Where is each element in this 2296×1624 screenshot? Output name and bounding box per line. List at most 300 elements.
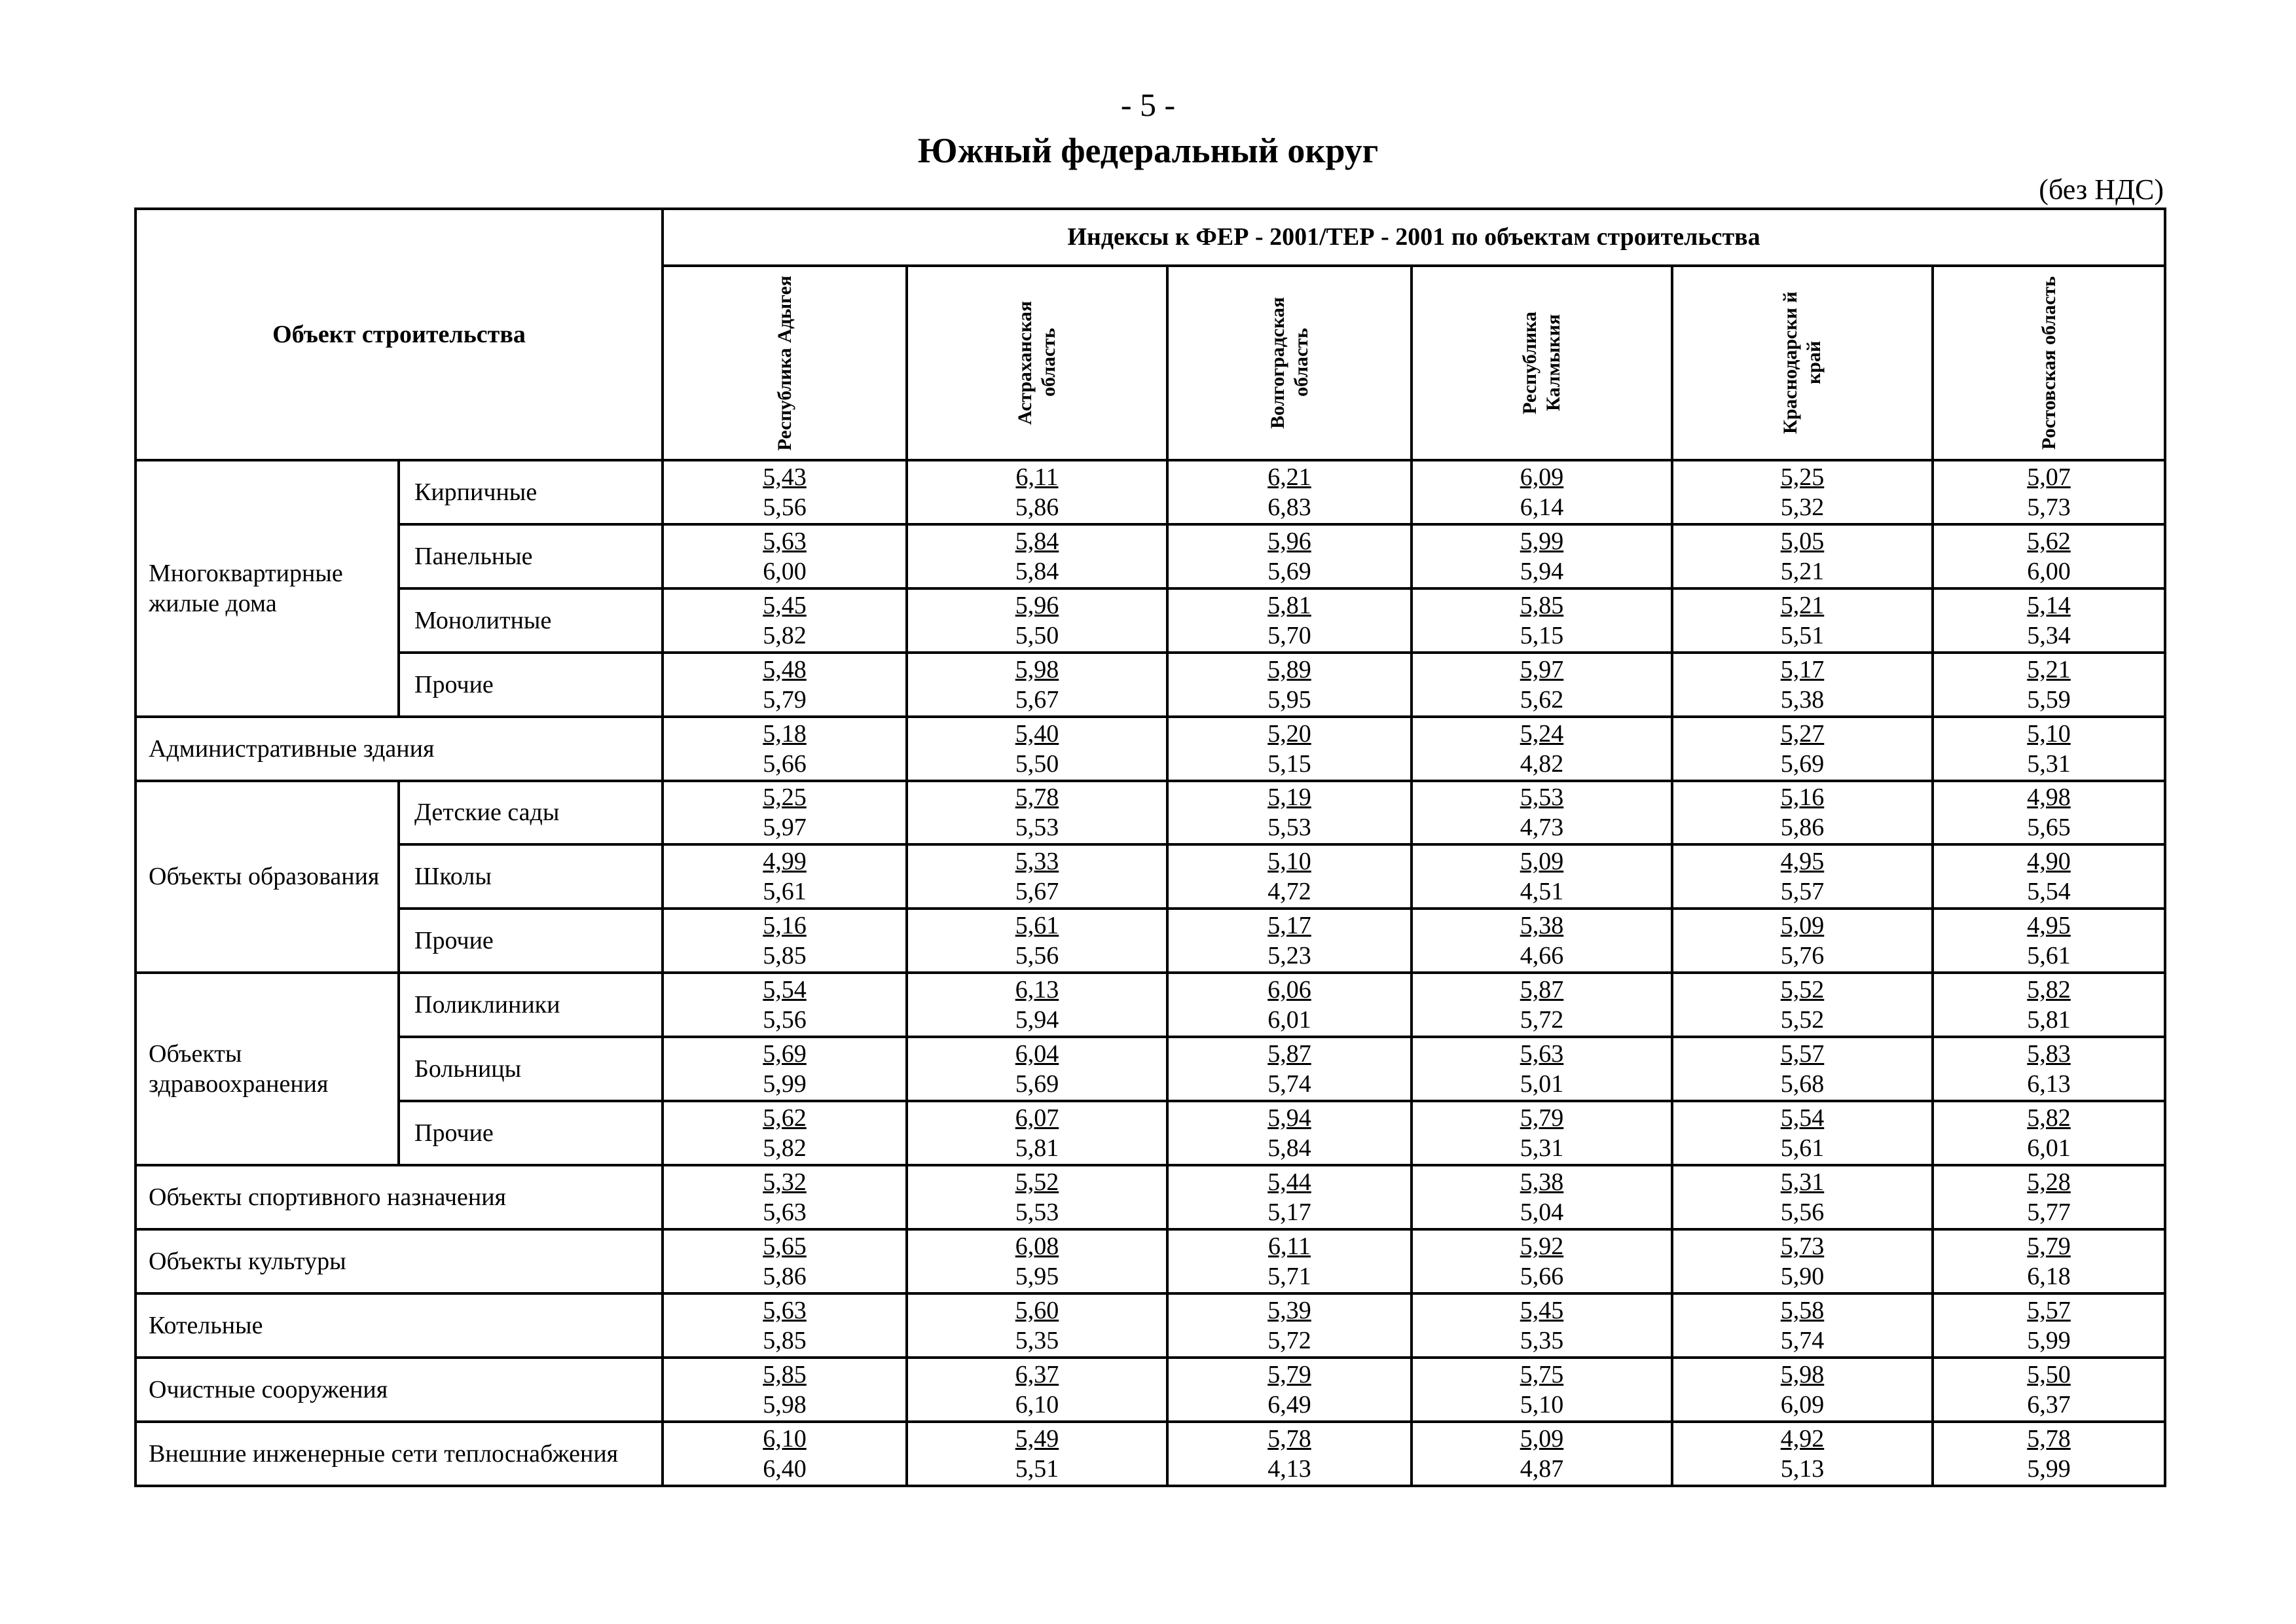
ter-index-value: 5,99 (763, 1070, 807, 1098)
ter-index-value: 5,51 (1015, 1455, 1059, 1483)
ter-index-value: 6,10 (1015, 1391, 1059, 1419)
ter-index-value: 4,82 (1520, 749, 1564, 778)
fer-index-value: 4,90 (2027, 848, 2071, 876)
ter-index-value: 5,86 (1780, 814, 1825, 842)
fer-index-value: 5,65 (763, 1233, 807, 1261)
ter-index-value: 5,52 (1780, 1006, 1825, 1034)
index-cell (907, 1229, 1167, 1293)
ter-index-value: 5,74 (1267, 1070, 1311, 1098)
index-cell (663, 781, 907, 845)
ter-index-value: 5,04 (1520, 1199, 1564, 1227)
index-cell (1412, 653, 1672, 717)
fer-index-value: 5,57 (1780, 1040, 1825, 1068)
index-cell (1167, 1358, 1412, 1422)
ter-index-value: 5,23 (1267, 942, 1311, 970)
ter-index-value: 5,72 (1267, 1327, 1311, 1355)
index-cell (1412, 1229, 1672, 1293)
table-row (136, 781, 2165, 845)
ter-index-value: 5,31 (1520, 1134, 1564, 1163)
table-row (136, 844, 2165, 909)
ter-index-value: 5,21 (1780, 557, 1825, 585)
index-cell (907, 524, 1167, 588)
index-cell (663, 460, 907, 524)
index-cell (1412, 1422, 1672, 1486)
ter-index-value: 5,54 (2027, 878, 2071, 906)
index-cell (1167, 1037, 1412, 1101)
index-cell (1412, 588, 1672, 653)
index-cell (1167, 524, 1412, 588)
page-title: Южный федеральный округ (917, 131, 1379, 170)
index-cell (1672, 653, 1933, 717)
fer-index-value: 5,97 (1520, 655, 1564, 683)
index-cell (1933, 909, 2165, 973)
index-cell (1412, 844, 1672, 909)
index-cell (907, 844, 1167, 909)
fer-index-value: 5,09 (1780, 912, 1825, 940)
fer-index-value: 5,38 (1520, 1168, 1564, 1197)
table-row (136, 460, 2165, 524)
ter-index-value: 5,61 (1780, 1134, 1825, 1163)
ter-index-value: 6,83 (1267, 493, 1311, 521)
fer-index-value: 5,38 (1520, 912, 1564, 940)
ter-index-value: 5,15 (1267, 749, 1311, 778)
ter-index-value: 5,57 (1780, 878, 1825, 906)
fer-index-value: 5,61 (1015, 912, 1059, 940)
fer-index-value: 6,37 (1015, 1361, 1059, 1389)
table-row (136, 588, 2165, 653)
region-label: Республика Калмыкия (1519, 311, 1564, 414)
index-cell (1933, 717, 2165, 781)
fer-index-value: 4,98 (2027, 784, 2071, 812)
vat-note: (без НДС) (2039, 173, 2164, 206)
table-row (136, 1165, 2165, 1229)
table-row (136, 1037, 2165, 1101)
index-cell (907, 653, 1167, 717)
object-label: Внешние инженерные сети теплоснабжения (136, 1422, 663, 1486)
fer-index-value: 5,99 (1520, 527, 1564, 555)
object-label: Котельные (136, 1293, 663, 1358)
index-cell (1933, 653, 2165, 717)
ter-index-value: 6,14 (1520, 493, 1564, 521)
fer-index-value: 5,17 (1267, 912, 1311, 940)
object-type-label: Прочие (399, 909, 663, 973)
object-type-label: Монолитные (399, 588, 663, 653)
header-row-1 (136, 209, 2165, 266)
index-cell (907, 1101, 1167, 1165)
index-cell (1933, 1101, 2165, 1165)
index-cell (1167, 973, 1412, 1037)
ter-index-value: 5,56 (1780, 1199, 1825, 1227)
index-group-header: Индексы к ФЕР - 2001/ТЕР - 2001 по объектам строительства (663, 209, 2165, 266)
ter-index-value: 5,32 (1780, 493, 1825, 521)
fer-index-value: 6,04 (1015, 1040, 1059, 1068)
index-cell (663, 1229, 907, 1293)
fer-index-value: 5,83 (2027, 1040, 2071, 1068)
fer-index-value: 5,73 (1780, 1233, 1825, 1261)
index-cell (1672, 1037, 1933, 1101)
fer-index-value: 5,98 (1780, 1361, 1825, 1389)
fer-index-value: 5,63 (1520, 1040, 1564, 1068)
object-type-label: Школы (399, 844, 663, 909)
fer-index-value: 5,45 (1520, 1297, 1564, 1325)
object-type-label: Поликлиники (399, 973, 663, 1037)
fer-index-value: 5,63 (763, 1297, 807, 1325)
index-cell (907, 1358, 1167, 1422)
region-header (663, 266, 907, 460)
index-cell (1672, 1229, 1933, 1293)
object-group-label: Объекты здравоохранения (136, 973, 399, 1165)
ter-index-value: 5,31 (2027, 749, 2071, 778)
fer-index-value: 6,07 (1015, 1104, 1059, 1132)
index-cell (1412, 717, 1672, 781)
index-cell (1412, 909, 1672, 973)
ter-index-value: 5,98 (763, 1391, 807, 1419)
index-cell (1167, 781, 1412, 845)
fer-index-value: 4,95 (1780, 848, 1825, 876)
ter-index-value: 4,51 (1520, 878, 1564, 906)
ter-index-value: 4,66 (1520, 942, 1564, 970)
ter-index-value: 6,13 (2027, 1070, 2071, 1098)
index-cell (1167, 588, 1412, 653)
table-row (136, 909, 2165, 973)
index-cell (907, 588, 1167, 653)
index-cell (1167, 1422, 1412, 1486)
index-cell (1933, 844, 2165, 909)
ter-index-value: 5,94 (1520, 557, 1564, 585)
ter-index-value: 5,81 (2027, 1006, 2071, 1034)
ter-index-value: 6,09 (1780, 1391, 1825, 1419)
page-number: - 5 - (1120, 86, 1176, 123)
fer-index-value: 5,63 (763, 527, 807, 555)
fer-index-value: 4,92 (1780, 1425, 1825, 1453)
index-cell (907, 909, 1167, 973)
ter-index-value: 5,34 (2027, 621, 2071, 649)
ter-index-value: 5,62 (1520, 685, 1564, 713)
index-cell (1412, 1101, 1672, 1165)
ter-index-value: 5,82 (763, 621, 807, 649)
index-cell (1167, 460, 1412, 524)
index-cell (1672, 524, 1933, 588)
fer-index-value: 5,52 (1015, 1168, 1059, 1197)
fer-index-value: 5,10 (2027, 719, 2071, 748)
fer-index-value: 5,27 (1780, 719, 1825, 748)
index-cell (1672, 973, 1933, 1037)
ter-index-value: 5,15 (1520, 621, 1564, 649)
ter-index-value: 6,49 (1267, 1391, 1311, 1419)
fer-index-value: 5,09 (1520, 1425, 1564, 1453)
ter-index-value: 5,65 (2027, 814, 2071, 842)
index-cell (907, 1293, 1167, 1358)
ter-index-value: 4,87 (1520, 1455, 1564, 1483)
ter-index-value: 5,72 (1520, 1006, 1564, 1034)
fer-index-value: 6,11 (1267, 1233, 1311, 1261)
index-cell (1672, 1293, 1933, 1358)
fer-index-value: 5,44 (1267, 1168, 1311, 1197)
region-header (907, 266, 1167, 460)
ter-index-value: 5,99 (2027, 1327, 2071, 1355)
index-cell (907, 717, 1167, 781)
fer-index-value: 5,94 (1267, 1104, 1311, 1132)
object-group-label: Объекты образования (136, 781, 399, 973)
fer-index-value: 5,54 (1780, 1104, 1825, 1132)
ter-index-value: 5,94 (1015, 1006, 1059, 1034)
index-cell (663, 1101, 907, 1165)
region-label: Волгоградская область (1266, 297, 1312, 429)
ter-index-value: 5,61 (763, 878, 807, 906)
fer-index-value: 4,95 (2027, 912, 2071, 940)
index-cell (1672, 1358, 1933, 1422)
index-cell (1167, 1101, 1412, 1165)
index-cell (663, 1293, 907, 1358)
ter-index-value: 5,17 (1267, 1199, 1311, 1227)
ter-index-value: 5,97 (763, 814, 807, 842)
index-cell (1933, 1165, 2165, 1229)
fer-index-value: 5,62 (2027, 527, 2071, 555)
fer-index-value: 5,39 (1267, 1297, 1311, 1325)
index-cell (1412, 524, 1672, 588)
index-cell (1933, 1229, 2165, 1293)
table-row (136, 717, 2165, 781)
fer-index-value: 5,40 (1015, 719, 1059, 748)
region-label: Ростовская область (2037, 276, 2060, 450)
ter-index-value: 5,69 (1267, 557, 1311, 585)
ter-index-value: 5,85 (763, 942, 807, 970)
fer-index-value: 5,20 (1267, 719, 1311, 748)
fer-index-value: 6,10 (763, 1425, 807, 1453)
fer-index-value: 5,96 (1015, 591, 1059, 619)
index-cell (907, 460, 1167, 524)
ter-index-value: 5,76 (1780, 942, 1825, 970)
fer-index-value: 5,78 (2027, 1425, 2071, 1453)
fer-index-value: 5,54 (763, 976, 807, 1004)
ter-index-value: 5,67 (1015, 878, 1059, 906)
fer-index-value: 5,89 (1267, 655, 1311, 683)
fer-index-value: 5,16 (763, 912, 807, 940)
object-type-label: Прочие (399, 653, 663, 717)
ter-index-value: 5,53 (1015, 1199, 1059, 1227)
fer-index-value: 6,08 (1015, 1233, 1059, 1261)
fer-index-value: 5,98 (1015, 655, 1059, 683)
index-cell (1672, 844, 1933, 909)
fer-index-value: 5,25 (1780, 463, 1825, 491)
object-column-header: Объект строительства (136, 209, 663, 460)
index-cell (1167, 1165, 1412, 1229)
fer-index-value: 5,92 (1520, 1233, 1564, 1261)
fer-index-value: 5,19 (1267, 784, 1311, 812)
index-cell (663, 1422, 907, 1486)
ter-index-value: 5,73 (2027, 493, 2071, 521)
ter-index-value: 5,66 (1520, 1263, 1564, 1291)
table-row (136, 1422, 2165, 1486)
fer-index-value: 5,21 (1780, 591, 1825, 619)
ter-index-value: 5,67 (1015, 685, 1059, 713)
ter-index-value: 5,84 (1267, 1134, 1311, 1163)
index-cell (1672, 460, 1933, 524)
table-row (136, 1101, 2165, 1165)
fer-index-value: 5,58 (1780, 1297, 1825, 1325)
fer-index-value: 6,06 (1267, 976, 1311, 1004)
index-cell (907, 973, 1167, 1037)
index-cell (1933, 1037, 2165, 1101)
index-cell (663, 588, 907, 653)
index-cell (1412, 1358, 1672, 1422)
region-label: Астраханская область (1014, 300, 1059, 425)
fer-index-value: 5,85 (763, 1361, 807, 1389)
object-type-label: Кирпичные (399, 460, 663, 524)
ter-index-value: 5,85 (763, 1327, 807, 1355)
ter-index-value: 4,13 (1267, 1455, 1311, 1483)
ter-index-value: 6,40 (763, 1455, 807, 1483)
ter-index-value: 5,95 (1267, 685, 1311, 713)
fer-index-value: 5,84 (1015, 527, 1059, 555)
index-cell (1672, 717, 1933, 781)
fer-index-value: 5,10 (1267, 848, 1311, 876)
fer-index-value: 5,79 (2027, 1233, 2071, 1261)
ter-index-value: 5,70 (1267, 621, 1311, 649)
ter-index-value: 5,59 (2027, 685, 2071, 713)
index-cell (907, 1422, 1167, 1486)
fer-index-value: 5,17 (1780, 655, 1825, 683)
ter-index-value: 6,00 (2027, 557, 2071, 585)
ter-index-value: 6,01 (1267, 1006, 1311, 1034)
region-header (1672, 266, 1933, 460)
ter-index-value: 5,82 (763, 1134, 807, 1163)
index-cell (1167, 653, 1412, 717)
index-cell (1412, 1293, 1672, 1358)
ter-index-value: 5,56 (763, 493, 807, 521)
index-cell (1933, 973, 2165, 1037)
ter-index-value: 5,86 (1015, 493, 1059, 521)
index-cell (1933, 1293, 2165, 1358)
ter-index-value: 5,53 (1015, 814, 1059, 842)
ter-index-value: 5,66 (763, 749, 807, 778)
fer-index-value: 5,14 (2027, 591, 2071, 619)
fer-index-value: 5,05 (1780, 527, 1825, 555)
region-header (1412, 266, 1672, 460)
fer-index-value: 5,28 (2027, 1168, 2071, 1197)
region-header (1933, 266, 2165, 460)
ter-index-value: 6,00 (763, 557, 807, 585)
fer-index-value: 5,78 (1267, 1425, 1311, 1453)
index-cell (1933, 524, 2165, 588)
object-label: Объекты культуры (136, 1229, 663, 1293)
ter-index-value: 5,99 (2027, 1455, 2071, 1483)
ter-index-value: 5,69 (1015, 1070, 1059, 1098)
fer-index-value: 5,24 (1520, 719, 1564, 748)
fer-index-value: 5,48 (763, 655, 807, 683)
ter-index-value: 5,13 (1780, 1455, 1825, 1483)
index-cell (1672, 1422, 1933, 1486)
ter-index-value: 5,61 (2027, 942, 2071, 970)
fer-index-value: 5,87 (1267, 1040, 1311, 1068)
index-cell (1412, 973, 1672, 1037)
fer-index-value: 5,82 (2027, 976, 2071, 1004)
ter-index-value: 6,37 (2027, 1391, 2071, 1419)
table-row (136, 524, 2165, 588)
ter-index-value: 5,86 (763, 1263, 807, 1291)
index-cell (1167, 717, 1412, 781)
ter-index-value: 5,77 (2027, 1199, 2071, 1227)
index-cell (907, 1037, 1167, 1101)
ter-index-value: 5,35 (1015, 1327, 1059, 1355)
fer-index-value: 5,45 (763, 591, 807, 619)
fer-index-value: 6,21 (1267, 463, 1311, 491)
fer-index-value: 5,16 (1780, 784, 1825, 812)
index-cell (1412, 1165, 1672, 1229)
index-cell (1672, 781, 1933, 845)
index-cell (1167, 844, 1412, 909)
fer-index-value: 5,57 (2027, 1297, 2071, 1325)
index-cell (663, 1037, 907, 1101)
fer-index-value: 5,53 (1520, 784, 1564, 812)
index-cell (1412, 460, 1672, 524)
ter-index-value: 6,01 (2027, 1134, 2071, 1163)
fer-index-value: 5,09 (1520, 848, 1564, 876)
indices-table (134, 208, 2166, 1487)
fer-index-value: 5,62 (763, 1104, 807, 1132)
fer-index-value: 5,81 (1267, 591, 1311, 619)
ter-index-value: 5,50 (1015, 749, 1059, 778)
object-type-label: Детские сады (399, 781, 663, 845)
object-type-label: Больницы (399, 1037, 663, 1101)
ter-index-value: 4,73 (1520, 814, 1564, 842)
ter-index-value: 5,51 (1780, 621, 1825, 649)
fer-index-value: 6,13 (1015, 976, 1059, 1004)
ter-index-value: 5,53 (1267, 814, 1311, 842)
index-cell (1672, 909, 1933, 973)
fer-index-value: 5,82 (2027, 1104, 2071, 1132)
index-cell (663, 844, 907, 909)
fer-index-value: 5,79 (1267, 1361, 1311, 1389)
ter-index-value: 5,81 (1015, 1134, 1059, 1163)
fer-index-value: 5,07 (2027, 463, 2071, 491)
index-cell (1672, 1165, 1933, 1229)
object-type-label: Панельные (399, 524, 663, 588)
fer-index-value: 5,69 (763, 1040, 807, 1068)
ter-index-value: 4,72 (1267, 878, 1311, 906)
index-cell (1933, 1358, 2165, 1422)
region-label: Краснодарски й край (1779, 291, 1825, 435)
ter-index-value: 5,01 (1520, 1070, 1564, 1098)
index-cell (907, 1165, 1167, 1229)
index-cell (663, 909, 907, 973)
ter-index-value: 5,56 (763, 1006, 807, 1034)
index-cell (663, 973, 907, 1037)
fer-index-value: 5,78 (1015, 784, 1059, 812)
fer-index-value: 5,96 (1267, 527, 1311, 555)
ter-index-value: 5,50 (1015, 621, 1059, 649)
fer-index-value: 5,85 (1520, 591, 1564, 619)
region-label: Республика Адыгея (773, 275, 795, 451)
table-row (136, 653, 2165, 717)
object-label: Административные здания (136, 717, 663, 781)
ter-index-value: 6,18 (2027, 1263, 2071, 1291)
index-cell (663, 1358, 907, 1422)
fer-index-value: 5,75 (1520, 1361, 1564, 1389)
ter-index-value: 5,79 (763, 685, 807, 713)
fer-index-value: 5,50 (2027, 1361, 2071, 1389)
table-row (136, 1229, 2165, 1293)
object-label: Очистные сооружения (136, 1358, 663, 1422)
ter-index-value: 5,10 (1520, 1391, 1564, 1419)
fer-index-value: 6,09 (1520, 463, 1564, 491)
fer-index-value: 5,52 (1780, 976, 1825, 1004)
fer-index-value: 5,87 (1520, 976, 1564, 1004)
ter-index-value: 5,63 (763, 1199, 807, 1227)
object-type-label: Прочие (399, 1101, 663, 1165)
ter-index-value: 5,71 (1267, 1263, 1311, 1291)
index-cell (1167, 909, 1412, 973)
